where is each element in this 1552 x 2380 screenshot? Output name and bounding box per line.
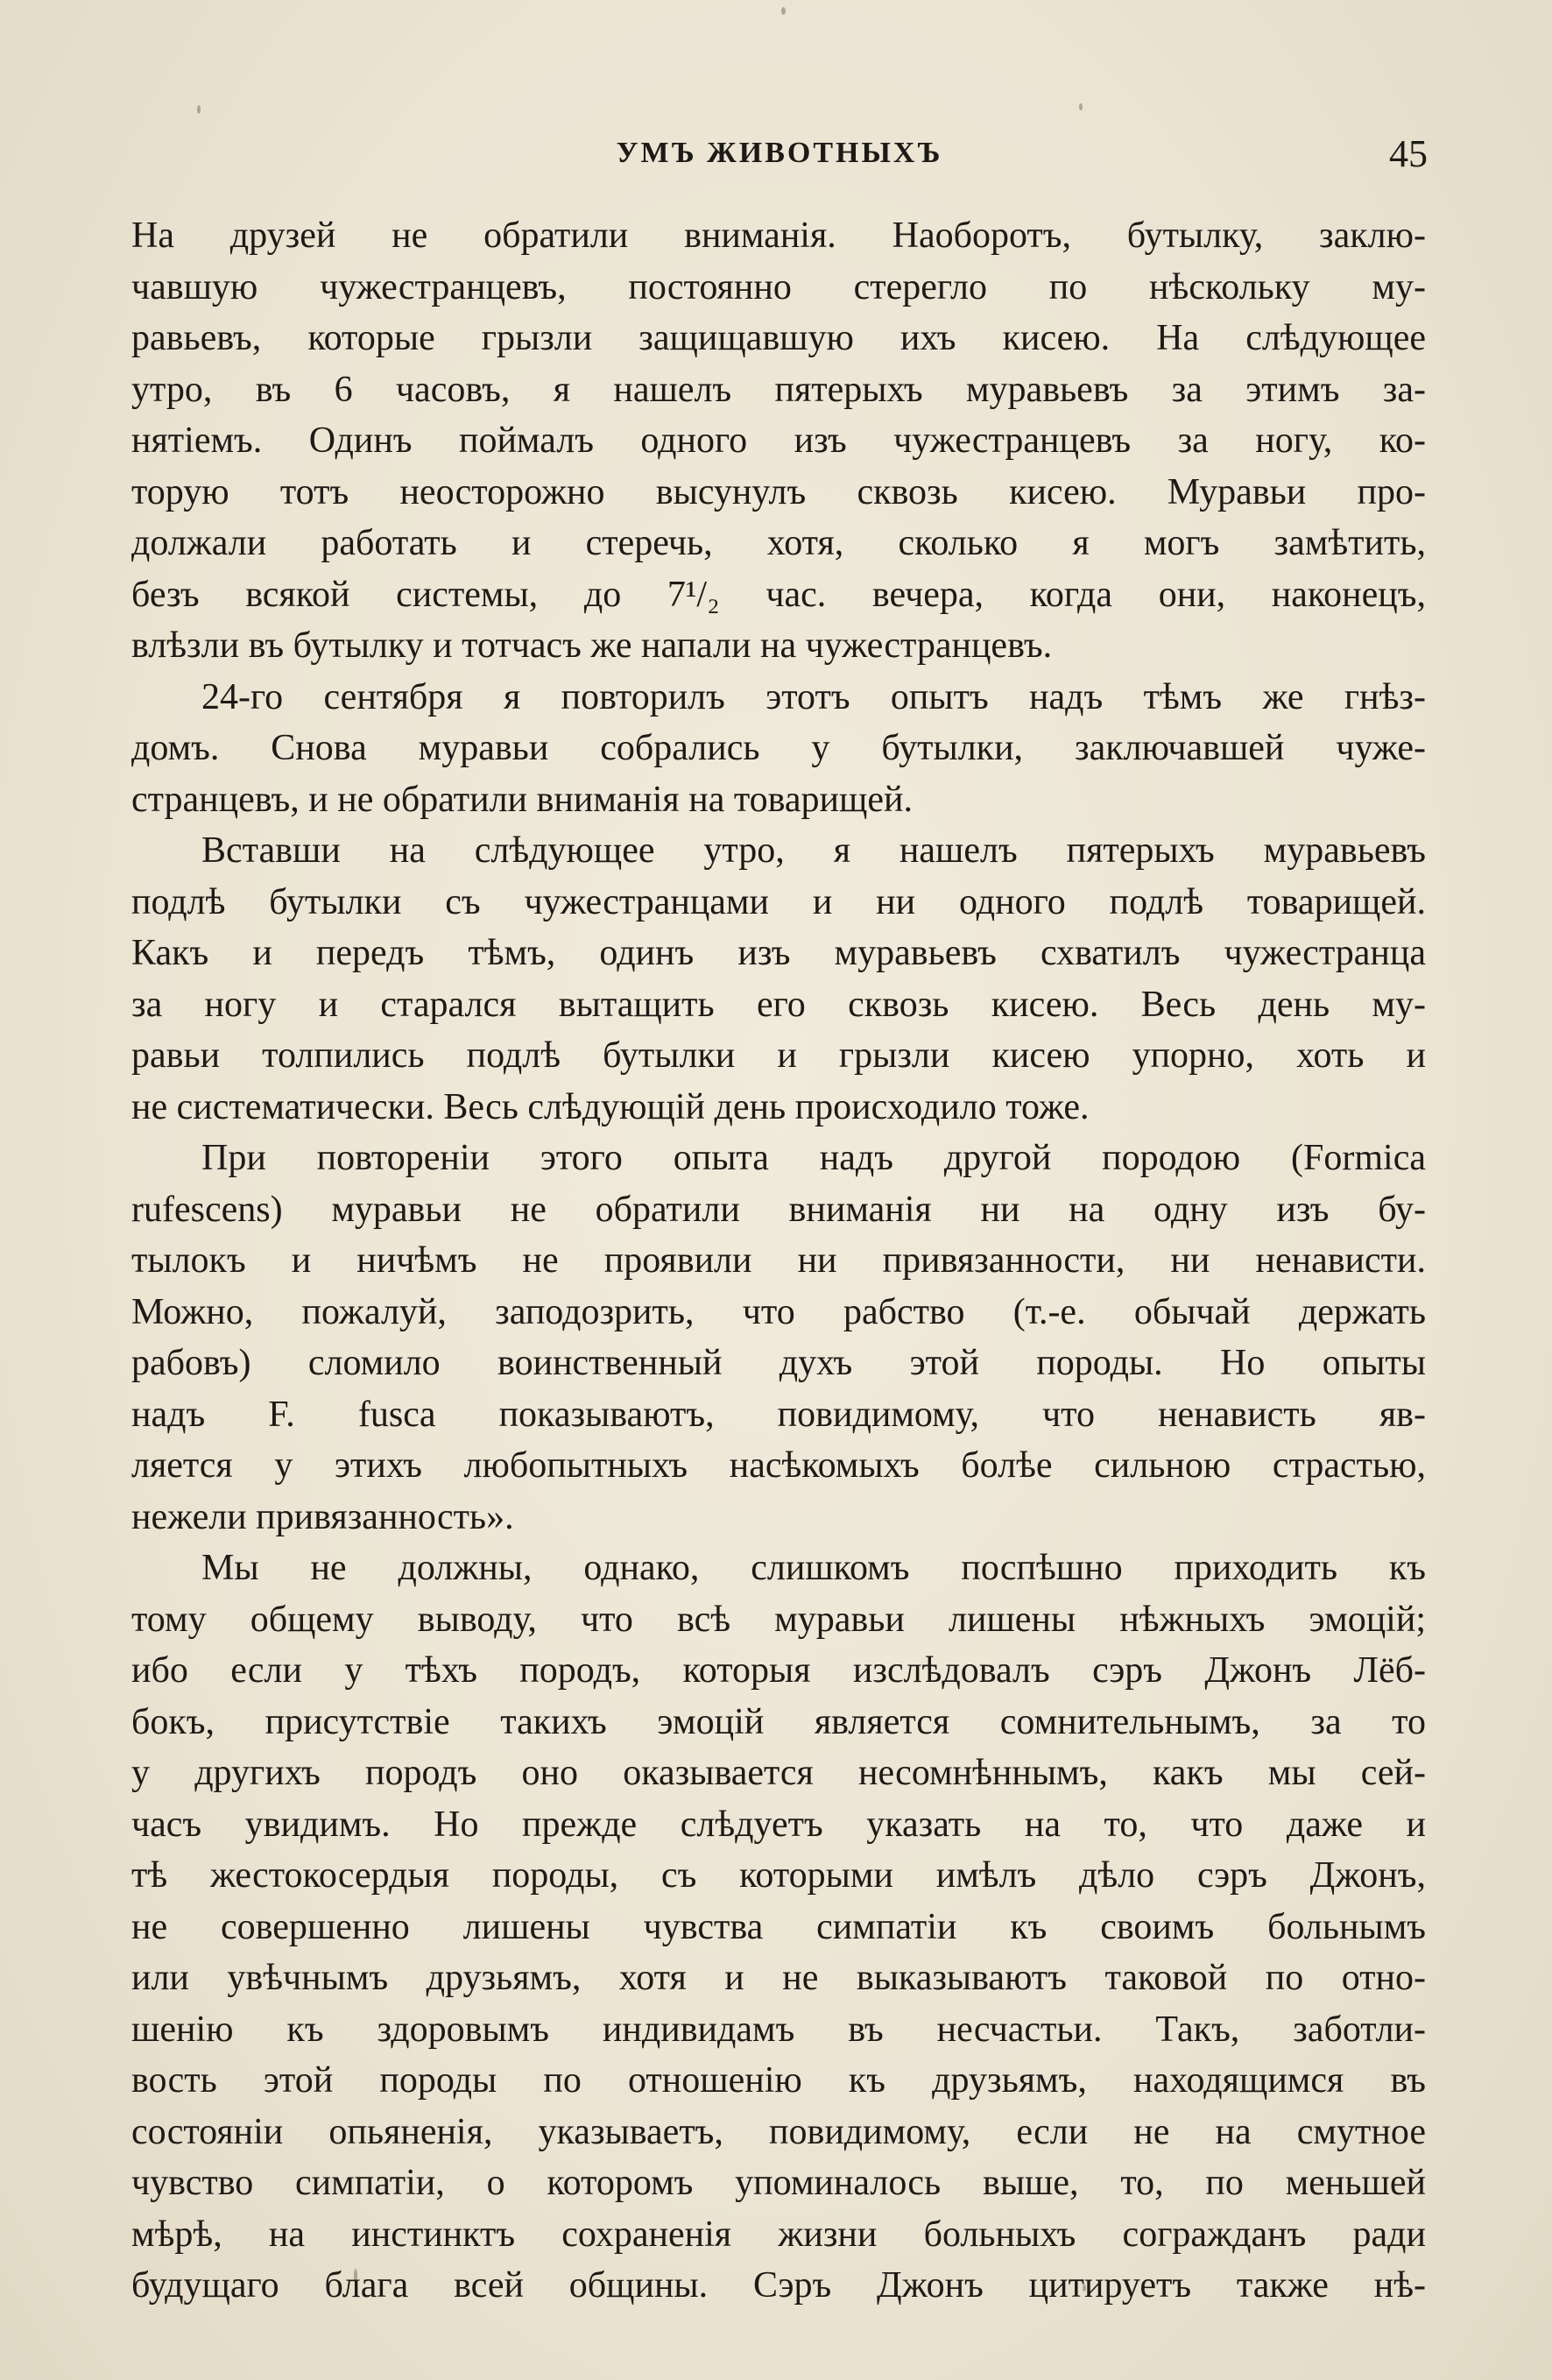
text-line: утро, въ 6 часовъ, я нашелъ пятерыхъ муравьевъ за этимъ за-	[131, 369, 1426, 410]
text-line: торую тотъ неосторожно высунулъ сквозь кисею. Муравьи про-	[131, 471, 1426, 512]
text-line: тому общему выводу, что всѣ муравьи лишены нѣжныхъ эмоцій;	[131, 1599, 1426, 1640]
text-line: тылокъ и ничѣмъ не проявили ни привязанности, ни ненависти.	[131, 1240, 1426, 1281]
text-line: вость этой породы по отношенію къ друзьямъ, находящимся въ	[131, 2060, 1426, 2101]
text-line: нежели привязанность».	[131, 1496, 514, 1537]
text-line: безъ всякой системы, до 7¹/₂ час. вечера, когда они, наконецъ,	[131, 574, 1426, 615]
text-line: нятіемъ. Одинъ поймалъ одного изъ чужестранцевъ за ногу, ко-	[131, 420, 1426, 461]
ink-speck	[781, 7, 786, 15]
text-line: На друзей не обратили вниманія. Наоборотъ, бутылку, заклю-	[131, 215, 1426, 256]
text-line: Вставши на слѣдующее утро, я нашелъ пятерыхъ муравьевъ	[201, 830, 1426, 871]
text-line: равьи толпились подлѣ бутылки и грызли кисею упорно, хоть и	[131, 1035, 1426, 1076]
text-line: При повтореніи этого опыта надъ другой породою (Formica	[201, 1138, 1426, 1178]
text-line: Какъ и передъ тѣмъ, одинъ изъ муравьевъ схватилъ чужестранца	[131, 933, 1426, 973]
text-line: чавшую чужестранцевъ, постоянно стерегло по нѣскольку му-	[131, 266, 1426, 307]
text-line: странцевъ, и не обратили вниманія на товарищей.	[131, 779, 913, 820]
body-text	[131, 210, 1426, 2312]
text-line: будущаго блага всей общины. Сэръ Джонъ цитируетъ также нѣ-	[131, 2265, 1426, 2306]
text-line: 24-го сентября я повторилъ этотъ опытъ надъ тѣмъ же гнѣз-	[201, 676, 1426, 717]
text-line: шенію къ здоровымъ индивидамъ въ несчастьи. Такъ, заботли-	[131, 2009, 1426, 2050]
text-line: подлѣ бутылки съ чужестранцами и ни одного подлѣ товарищей.	[131, 881, 1426, 922]
text-line: тѣ жестокосердыя породы, съ которыми имѣлъ дѣло сэръ Джонъ,	[131, 1855, 1426, 1896]
text-line: не систематически. Весь слѣдующій день происходило тоже.	[131, 1086, 1090, 1127]
running-title: УМЪ ЖИВОТНЫХЪ	[616, 137, 943, 169]
text-line: домъ. Снова муравьи собрались у бутылки, заключавшей чуже-	[131, 728, 1426, 768]
text-line: равьевъ, которые грызли защищавшую ихъ кисею. На слѣдующее	[131, 318, 1426, 358]
text-line: rufescens) муравьи не обратили вниманія ни на одну изъ бу-	[131, 1189, 1426, 1230]
ink-speck	[1079, 103, 1083, 110]
text-line: Мы не должны, однако, слишкомъ поспѣшно приходить къ	[201, 1548, 1426, 1588]
text-line: мѣрѣ, на инстинктъ сохраненія жизни больныхъ согражданъ ради	[131, 2214, 1426, 2255]
text-line: ляется у этихъ любопытныхъ насѣкомыхъ болѣе сильною страстью,	[131, 1445, 1426, 1486]
page-number: 45	[1389, 132, 1428, 175]
text-line: бокъ, присутствіе такихъ эмоцій является сомнительнымъ, за то	[131, 1701, 1426, 1742]
ink-speck	[197, 105, 201, 114]
text-line: влѣзли въ бутылку и тотчасъ же напали на чужестранцевъ.	[131, 625, 1053, 666]
text-line: рабовъ) сломило воинственный духъ этой породы. Но опыты	[131, 1343, 1426, 1383]
text-line: не совершенно лишены чувства симпатіи къ своимъ больнымъ	[131, 1906, 1426, 1947]
text-line: за ногу и старался вытащить его сквозь кисею. Весь день му-	[131, 984, 1426, 1025]
text-line: или увѣчнымъ друзьямъ, хотя и не выказываютъ таковой по отно-	[131, 1958, 1426, 1998]
text-line: ибо если у тѣхъ породъ, которыя изслѣдовалъ сэръ Джонъ Лёб-	[131, 1650, 1426, 1691]
text-line: состояніи опьяненія, указываетъ, повидимому, если не на смутное	[131, 2111, 1426, 2152]
text-line: чувство симпатіи, о которомъ упоминалось выше, то, по меньшей	[131, 2163, 1426, 2203]
text-line: у другихъ породъ оно оказывается несомнѣннымъ, какъ мы сей-	[131, 1753, 1426, 1793]
text-line: часъ увидимъ. Но прежде слѣдуетъ указать на то, что даже и	[131, 1804, 1426, 1845]
text-line: должали работать и стеречь, хотя, сколько я могъ замѣтить,	[131, 523, 1426, 563]
text-line: Можно, пожалуй, заподозрить, что рабство (т.-е. обычай держать	[131, 1291, 1426, 1332]
text-line: надъ F. fusca показываютъ, повидимому, что ненависть яв-	[131, 1394, 1426, 1435]
running-head	[131, 131, 1428, 184]
